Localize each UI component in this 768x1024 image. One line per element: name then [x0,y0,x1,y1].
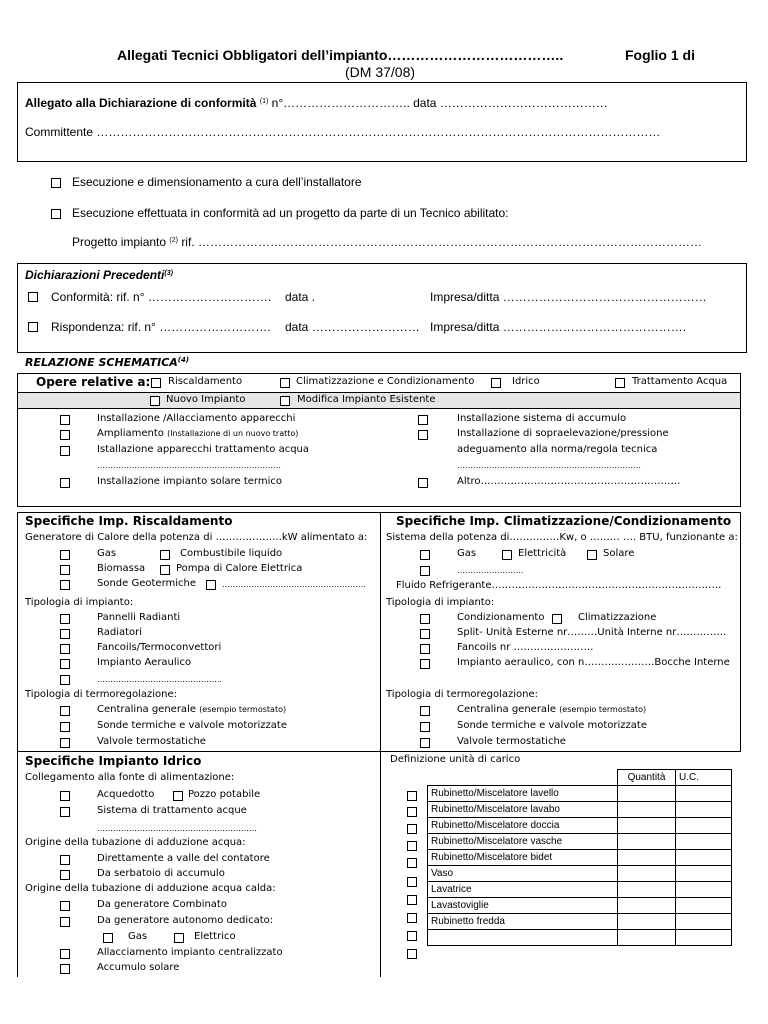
fuel-other-field[interactable]: ……………………………………………… [222,580,366,589]
type-label: Pannelli Radianti [97,612,181,623]
work-item-label: adeguamento alla norma/regola tecnica [457,444,658,455]
fixture-checkbox[interactable] [407,949,417,959]
fuel-label: Sonde Geotermiche [97,578,197,589]
quantity-cell[interactable] [618,818,676,834]
clima-termo-checkbox[interactable] [420,722,430,732]
conformita-ref[interactable]: Conformità: rif. n° …………………………. [51,290,272,304]
fixture-checkbox[interactable] [407,791,417,801]
clima-termo-note: (esempio termostato) [559,705,647,714]
column-quantita: Quantità [618,770,676,786]
quantity-cell[interactable] [618,802,676,818]
uc-cell[interactable] [676,898,732,914]
table-cell [428,770,618,786]
fuel-label: Pompa di Calore Elettrica [176,563,303,574]
clima-type-label: Climatizzazione [578,612,657,623]
fixture-checkbox[interactable] [407,807,417,817]
uc-cell[interactable] [676,930,732,946]
clima-type-checkbox[interactable] [420,614,430,624]
clima-termo-checkbox[interactable] [420,706,430,716]
source-other-field[interactable]: …………………………………………………… [97,824,257,833]
calda-label: Gas [128,931,148,942]
work-item-checkbox[interactable] [60,478,70,488]
decree-ref: (DM 37/08) [345,64,416,80]
clima-termo: Tipologia di termoregolazione: [386,689,538,700]
clima-fuel-label: Elettricità [518,548,567,559]
termo-note: (esempio termostato) [199,705,287,714]
clima-termo-label [457,704,646,715]
idrico-left-border [17,752,18,977]
fixture-label: Rubinetto fredda [428,914,618,930]
nuovo-impianto-label: Nuovo Impianto [166,394,246,405]
calda-checkbox[interactable] [60,917,70,927]
opere-idrico-label: Idrico [512,376,540,387]
type-checkbox[interactable] [60,614,70,624]
calda-label: Elettrico [194,931,236,942]
calda-checkbox[interactable] [60,964,70,974]
clima-type-label: Condizionamento [457,612,545,623]
project-ref-field[interactable]: rif. ……………………………………………………………………………………………………………… [181,235,702,249]
fixture-label[interactable] [428,930,618,946]
quantity-cell[interactable] [618,882,676,898]
quantity-cell[interactable] [618,786,676,802]
type-checkbox[interactable] [60,644,70,654]
opere-riscaldamento-checkbox[interactable] [151,378,161,388]
type-label: Fancoils/Termoconvettori [97,642,222,653]
type-other-field[interactable]: ……………………………………….. [97,675,223,684]
fuel-biomass-checkbox[interactable] [60,565,70,575]
clima-elettricita-checkbox[interactable] [502,550,512,560]
opere-climatizzazione-checkbox[interactable] [280,378,290,388]
project-label: Progetto impianto [72,235,167,249]
uc-cell[interactable] [676,818,732,834]
fixture-label: Rubinetto/Miscelatore lavabo [428,802,618,818]
fixture-checkbox[interactable] [407,824,417,834]
termo-label: Sonde termiche e valvole motorizzate [97,720,287,731]
quantity-cell[interactable] [618,866,676,882]
relazione-title-text: RELAZIONE SCHEMATICA [25,356,178,369]
allegato-box [17,82,747,162]
riscaldamento-title: Specifiche Imp. Riscaldamento [25,514,233,528]
work-item-label: Installazione sistema di accumulo [457,413,627,424]
idrico-right-border [380,752,381,977]
clima-termo-checkbox[interactable] [420,738,430,748]
calda-label: Da generatore Combinato [97,899,227,910]
idrico-origine-calda: Origine della tubazione di adduzione acqua calda: [25,883,276,894]
work-item-label: Installazione /Allacciamento apparecchi [97,413,296,424]
work-item-label: Installazione impianto solare termico [97,476,282,487]
idrico-collegamento: Collegamento alla fonte di alimentazione: [25,772,235,783]
climatizzazione-title: Specifiche Imp. Climatizzazione/Condizionamento [396,514,732,528]
uc-cell[interactable] [676,834,732,850]
opere-label: Opere relative a: [36,375,151,389]
allegato-note: (1) [259,98,269,105]
execution-option2-label: Esecuzione effettuata in conformità ad un progetto da parte di un Tecnico abilitato: [72,206,509,220]
opere-idrico-checkbox[interactable] [491,378,501,388]
type-checkbox[interactable] [60,629,70,639]
table-row[interactable] [428,818,732,834]
work-item-label [97,428,298,439]
previous-note: (3) [164,270,173,277]
quantity-cell[interactable] [618,914,676,930]
calda-elettrico-checkbox[interactable] [174,933,184,943]
fixture-checkbox[interactable] [407,877,417,887]
work-item-checkbox[interactable] [60,446,70,456]
table-row[interactable] [428,786,732,802]
modifica-impianto-label: Modifica Impianto Esistente [297,394,436,405]
source-checkbox[interactable] [173,791,183,801]
rispondenza-checkbox[interactable] [28,322,38,332]
calda-label: Allacciamento impianto centralizzato [97,947,283,958]
fuel-label: Biomassa [97,563,146,574]
specifiche-divider [380,512,381,752]
source-label: Acquedotto [97,789,155,800]
source-label: Pozzo potabile [188,789,261,800]
ampliamento-note: (Installazione di un nuovo tratto) [167,429,299,438]
work-item-checkbox[interactable] [60,415,70,425]
calda-label: Da generatore autonomo dedicato: [97,915,274,926]
allegato-number-field[interactable]: n°………………………….. data …………………………………… [271,96,608,110]
conformita-checkbox[interactable] [28,292,38,302]
rispondenza-date[interactable]: data ……………………… [285,320,420,334]
types-divider [17,408,741,409]
fixture-label: Rubinetto/Miscelatore bidet [428,850,618,866]
source-label: Sistema di trattamento acque [97,805,247,816]
clima-tipologia: Tipologia di impianto: [386,597,495,608]
clima-other-field[interactable]: ……………………. [457,566,524,575]
clima-fuel-label: Gas [457,548,477,559]
uc-cell[interactable] [676,882,732,898]
origine-checkbox[interactable] [60,870,70,880]
table-row[interactable] [428,802,732,818]
sheet-number: Foglio 1 di [625,47,695,63]
previous-title [25,268,173,282]
calda-gas-checkbox[interactable] [103,933,113,943]
fuel-label: Gas [97,548,117,559]
uc-cell[interactable] [676,866,732,882]
calda-checkbox[interactable] [60,901,70,911]
conformita-company[interactable]: Impresa/ditta …………………………………………… [430,290,707,304]
fixture-label: Rubinetto/Miscelatore doccia [428,818,618,834]
rispondenza-ref[interactable]: Rispondenza: rif. n° ………………………. [51,320,271,334]
origine-label: Da serbatoio di accumulo [97,868,225,879]
fixture-label: Vaso [428,866,618,882]
climatizzazione-system[interactable]: Sistema della potenza di……………Kw, o ……… …. BTU, funzionante a: [386,532,738,543]
clima-type-label[interactable]: Split- Unità Esterne nr………Unità Interne nr…………… [457,627,727,638]
clima-fuel-label: Solare [603,548,635,559]
fixture-label: Rubinetto/Miscelatore vasche [428,834,618,850]
termo-checkbox[interactable] [60,722,70,732]
work-item-blank[interactable]: …………………………………………………………… [97,461,281,470]
fixture-label: Rubinetto/Miscelatore lavello [428,786,618,802]
origine-checkbox[interactable] [60,855,70,865]
fixture-label: Lavastoviglie [428,898,618,914]
work-item-label: Altro…………………………………………………… [457,476,681,487]
type-label: Impianto Aeraulico [97,657,192,668]
termo-label: Valvole termostatiche [97,736,206,747]
uc-cell[interactable] [676,914,732,930]
fuel-liquid-checkbox[interactable] [160,550,170,560]
fixture-label: Lavatrice [428,882,618,898]
clima-termo-label: Sonde termiche e valvole motorizzate [457,720,647,731]
fuel-label: Combustibile liquido [180,548,283,559]
table-row[interactable] [428,930,732,946]
table-row[interactable] [428,914,732,930]
fuel-geothermal-checkbox[interactable] [60,580,70,590]
work-item-checkbox[interactable] [60,430,70,440]
conformita-date[interactable]: data . [285,290,316,304]
type-checkbox[interactable] [60,659,70,669]
calda-label: Accumulo solare [97,962,180,973]
clima-type-checkbox[interactable] [420,644,430,654]
idrico-origine: Origine della tubazione di adduzione acqua: [25,837,246,848]
quantity-cell[interactable] [618,930,676,946]
clima-solare-checkbox[interactable] [587,550,597,560]
fuel-other-checkbox[interactable] [206,580,216,590]
idrico-title: Specifiche Impianto Idrico [25,754,202,768]
work-item-label: Installazione di sopraelevazione/pressione [457,428,669,439]
clima-termo-label: Valvole termostatiche [457,736,566,747]
committente-field[interactable]: Committente …………………………………………………………………………………………………………………………… [25,125,661,139]
origine-label: Direttamente a valle del contatore [97,853,270,864]
clima-other-checkbox[interactable] [420,566,430,576]
project-note: (2) [169,237,178,244]
clima-type-checkbox[interactable] [552,614,562,624]
table-row[interactable] [428,898,732,914]
type-checkbox[interactable] [60,675,70,685]
fixture-checkbox[interactable] [407,841,417,851]
carico-title: Definizione unità di carico [390,754,521,765]
quantity-cell[interactable] [618,834,676,850]
work-item-checkbox[interactable] [418,430,428,440]
clima-fluid-field[interactable]: Fluido Refrigerante…………………………………………………………… [396,580,722,591]
clima-type-checkbox[interactable] [420,659,430,669]
opere-trattamento-checkbox[interactable] [615,378,625,388]
uc-cell[interactable] [676,786,732,802]
clima-termo-centralina: Centralina generale [457,704,556,715]
termo-label [97,704,286,715]
table-row [428,770,732,786]
clima-type-label[interactable]: Fancoils nr …………………… [457,642,594,653]
clima-type-checkbox[interactable] [420,629,430,639]
relazione-title [25,356,189,369]
calda-checkbox[interactable] [60,949,70,959]
ampliamento-label: Ampliamento [97,428,164,439]
previous-title-text: Dichiarazioni Precedenti [25,268,165,282]
termo-checkbox[interactable] [60,738,70,748]
table-row[interactable] [428,850,732,866]
fuel-heatpump-checkbox[interactable] [160,565,170,575]
table-row[interactable] [428,866,732,882]
execution-option1-label: Esecuzione e dimensionamento a cura dell’installatore [72,175,362,189]
work-item-blank[interactable]: …………………………………………………………… [457,461,641,470]
riscaldamento-generator[interactable]: Generatore di Calore della potenza di ………………..kW alimentato a: [25,532,368,543]
table-row[interactable] [428,834,732,850]
riscaldamento-tipologia: Tipologia di impianto: [25,597,134,608]
quantity-cell[interactable] [618,898,676,914]
fixture-checkbox[interactable] [407,858,417,868]
nuovo-impianto-checkbox[interactable] [150,396,160,406]
uc-cell[interactable] [676,802,732,818]
document-title: Allegati Tecnici Obbligatori dell’impianto……………………………….. [117,47,564,63]
quantity-cell[interactable] [618,850,676,866]
work-item-checkbox[interactable] [418,478,428,488]
termo-checkbox[interactable] [60,706,70,716]
allegato-label: Allegato alla Dichiarazione di conformità [25,96,257,110]
opere-riscaldamento-label: Riscaldamento [168,376,243,387]
column-uc: U.C. [676,770,732,786]
table-row[interactable] [428,882,732,898]
fuel-gas-checkbox[interactable] [60,550,70,560]
work-item-label: Istallazione apparecchi trattamento acqua [97,444,310,455]
source-checkbox[interactable] [60,791,70,801]
riscaldamento-termo: Tipologia di termoregolazione: [25,689,177,700]
fixture-checkbox[interactable] [407,913,417,923]
project-line[interactable] [72,235,702,249]
modifica-impianto-checkbox[interactable] [280,396,290,406]
work-item-checkbox[interactable] [418,415,428,425]
opere-climatizzazione-label: Climatizzazione e Condizionamento [296,376,475,387]
carico-table [427,769,732,946]
execution-option2-checkbox[interactable] [51,209,61,219]
fixture-checkbox[interactable] [407,895,417,905]
termo-centralina: Centralina generale [97,704,196,715]
rispondenza-company[interactable]: Impresa/ditta ………………………………………. [430,320,687,334]
clima-gas-checkbox[interactable] [420,550,430,560]
execution-option1-checkbox[interactable] [51,178,61,188]
clima-type-label[interactable]: Impianto aeraulico, con n…………………Bocche Interne [457,657,730,668]
type-label: Radiatori [97,627,143,638]
uc-cell[interactable] [676,850,732,866]
allegato-line[interactable] [25,96,608,110]
relazione-note: (4) [177,356,190,364]
fixture-checkbox[interactable] [407,931,417,941]
source-checkbox[interactable] [60,807,70,817]
opere-trattamento-label: Trattamento Acqua [632,376,728,387]
